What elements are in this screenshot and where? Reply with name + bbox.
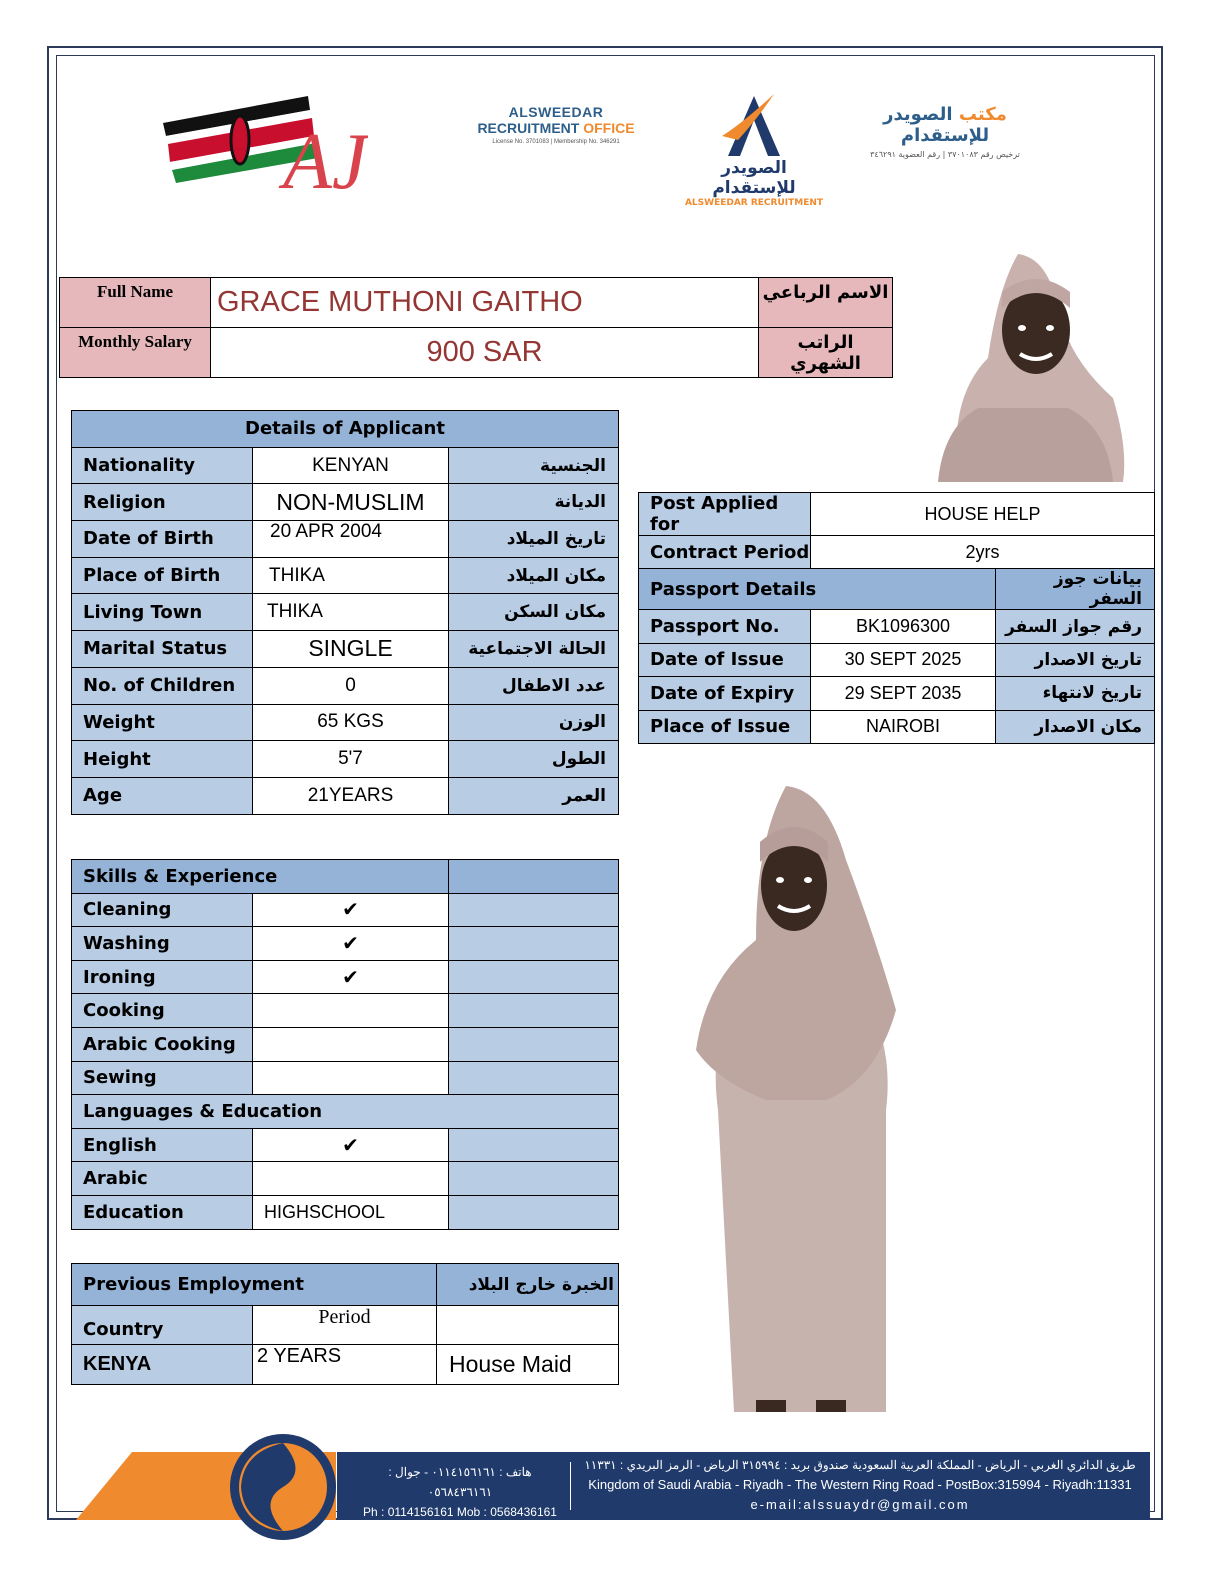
languages-title: Languages & Education: [72, 1095, 619, 1129]
employment-title: Previous Employment: [72, 1264, 437, 1306]
passport-title: Passport Details: [639, 569, 996, 610]
footer-address: [580, 1455, 1140, 1515]
skill-label: Arabic Cooking: [72, 1027, 253, 1061]
name-salary-table: [59, 277, 893, 378]
detail-label: No. of Children: [72, 667, 253, 704]
office-name-recruitment: RECRUITMENT: [477, 120, 580, 136]
detail-value: 21YEARS: [253, 777, 449, 814]
passport-label: Date of Issue: [639, 643, 811, 676]
detail-label: Height: [72, 741, 253, 778]
passport-label: Passport No.: [639, 610, 811, 643]
passport-row-expiry-date: [639, 677, 1155, 710]
office-name-line2: [466, 120, 646, 136]
detail-row-marital-status: [72, 631, 619, 668]
applicant-portrait-photo: [918, 248, 1128, 482]
passport-label: Place of Issue: [639, 710, 811, 743]
detail-label: Religion: [72, 484, 253, 521]
employment-period: 2 YEARS: [253, 1345, 437, 1385]
full-name-value: GRACE MUTHONI GAITHO: [211, 278, 759, 328]
office-arabic-license: ترخيص رقم ٣٧٠١٠٨٣ | رقم العضوية ٣٤٦٢٩١: [870, 150, 1020, 159]
lang-empty: [449, 1128, 619, 1162]
full-name-label: Full Name: [60, 278, 211, 328]
skill-empty: [449, 893, 619, 927]
passport-value: BK1096300: [811, 610, 996, 643]
office-license: License No. 3701083 | Membership No. 346291: [492, 139, 620, 145]
position-label-empty: [437, 1306, 619, 1345]
languages-header-row: [72, 1095, 619, 1129]
passport-label-ar: تاريخ لانتهاء: [996, 677, 1155, 710]
detail-label: Living Town: [72, 594, 253, 631]
skill-empty: [449, 1061, 619, 1095]
skill-empty: [449, 927, 619, 961]
full-name-row: [60, 278, 893, 328]
detail-label: Marital Status: [72, 631, 253, 668]
detail-label-ar: مكان الميلاد: [449, 557, 619, 594]
lang-check: ✔: [253, 1128, 449, 1162]
detail-label: Nationality: [72, 447, 253, 484]
footer-email: e-mail:alssuaydr@gmail.com: [750, 1497, 970, 1512]
kenya-flag-logo: [158, 88, 368, 206]
lang-label: Arabic: [72, 1162, 253, 1196]
detail-label-ar: الحالة الاجتماعية: [449, 631, 619, 668]
post-label: Post Applied for: [639, 493, 811, 536]
detail-value: NON-MUSLIM: [253, 484, 449, 521]
svg-text:AJ: AJ: [283, 118, 368, 206]
lang-row-education: [72, 1195, 619, 1229]
footer-phone-en: Ph : 0114156161 Mob : 0568436161: [363, 1505, 557, 1519]
logo-english: ALSWEEDAR RECRUITMENT: [684, 198, 824, 208]
skill-check: ✔: [253, 960, 449, 994]
skill-label: Ironing: [72, 960, 253, 994]
footer-phone-ar: هاتف : ٠١١٤١٥٦١٦١ - جوال : ٠٥٦٨٤٣٦١٦١: [388, 1465, 532, 1499]
salary-row: [60, 328, 893, 378]
lang-check: [253, 1162, 449, 1196]
employment-table: [71, 1263, 619, 1385]
details-header-row: [72, 411, 619, 448]
details-title: Details of Applicant: [72, 411, 619, 448]
post-value: HOUSE HELP: [811, 493, 1155, 536]
letter-a-icon: [714, 92, 794, 158]
employment-subheader-row: [72, 1306, 619, 1345]
skill-label: Washing: [72, 927, 253, 961]
lang-empty: [449, 1162, 619, 1196]
detail-value: THIKA: [253, 594, 449, 631]
passport-header-row: [639, 569, 1155, 610]
office-name-office: OFFICE: [583, 120, 635, 136]
skill-empty: [449, 994, 619, 1028]
detail-row-living-town: [72, 594, 619, 631]
passport-value: NAIROBI: [811, 710, 996, 743]
post-row: [639, 493, 1155, 536]
detail-label: Date of Birth: [72, 521, 253, 558]
skills-title: Skills & Experience: [72, 860, 449, 894]
post-passport-table: [638, 492, 1155, 744]
full-name-label-ar: الاسم الرباعي: [759, 278, 893, 328]
detail-label-ar: مكان السكن: [449, 594, 619, 631]
contract-label: Contract Period: [639, 536, 811, 569]
detail-row-children: [72, 667, 619, 704]
passport-row-place-of-issue: [639, 710, 1155, 743]
detail-value: KENYAN: [253, 447, 449, 484]
salary-value: 900 SAR: [211, 328, 759, 378]
footer-circle-logo: [228, 1432, 338, 1542]
salary-label: Monthly Salary: [60, 328, 211, 378]
passport-label: Date of Expiry: [639, 677, 811, 710]
country-label: Country: [72, 1306, 253, 1345]
detail-row-weight: [72, 704, 619, 741]
detail-value: 20 APR 2004: [253, 521, 449, 558]
office-arabic-logo: [846, 104, 1044, 159]
skills-header-empty: [449, 860, 619, 894]
lang-row-arabic: [72, 1162, 619, 1196]
detail-value: 65 KGS: [253, 704, 449, 741]
lang-label: Education: [72, 1195, 253, 1229]
contract-value: 2yrs: [811, 536, 1155, 569]
contract-row: [639, 536, 1155, 569]
logo-arabic: الصويدر للإستقدام: [712, 158, 796, 198]
lang-label: English: [72, 1128, 253, 1162]
period-label: Period: [253, 1306, 437, 1345]
detail-label-ar: العمر: [449, 777, 619, 814]
detail-label: Weight: [72, 704, 253, 741]
skill-row-cleaning: [72, 893, 619, 927]
skill-check: [253, 1061, 449, 1095]
skill-row-washing: [72, 927, 619, 961]
passport-title-ar: بيانات جوز السفر: [996, 569, 1155, 610]
detail-row-place-of-birth: [72, 557, 619, 594]
detail-label-ar: الجنسية: [449, 447, 619, 484]
employment-position: House Maid: [437, 1345, 619, 1385]
education-value: HIGHSCHOOL: [253, 1195, 449, 1229]
skills-header-row: [72, 860, 619, 894]
detail-row-nationality: [72, 447, 619, 484]
passport-row-issue-date: [639, 643, 1155, 676]
detail-row-religion: [72, 484, 619, 521]
office-arabic-sweedar: الصويدر للإستقدام: [883, 104, 990, 146]
detail-row-height: [72, 741, 619, 778]
lang-row-english: [72, 1128, 619, 1162]
employment-row: [72, 1345, 619, 1385]
office-arabic-name: [846, 104, 1044, 146]
skill-label: Cleaning: [72, 893, 253, 927]
skill-row-sewing: [72, 1061, 619, 1095]
passport-row-number: [639, 610, 1155, 643]
passport-label-ar: رقم جواز السفر: [996, 610, 1155, 643]
skill-row-ironing: [72, 960, 619, 994]
skill-check: [253, 1027, 449, 1061]
detail-value: 5'7: [253, 741, 449, 778]
employment-title-ar: الخبرة خارج البلاد: [437, 1264, 619, 1306]
footer-address-ar: طريق الدائري الغربي - الرياض - المملكة العربية السعودية صندوق بريد : ٣١٥٩٩٤ الرياض - الرمز البريدي : ١١٣٣١: [584, 1458, 1136, 1472]
skill-check: ✔: [253, 893, 449, 927]
details-table: [71, 410, 619, 815]
alsweedar-a-logo: [684, 92, 824, 208]
skill-row-cooking: [72, 994, 619, 1028]
footer-address-en: Kingdom of Saudi Arabia - Riyadh - The Western Ring Road - PostBox:315994 - Riyadh:11331: [588, 1477, 1132, 1492]
detail-label-ar: الديانة: [449, 484, 619, 521]
skill-label: Cooking: [72, 994, 253, 1028]
skill-empty: [449, 1027, 619, 1061]
skill-empty: [449, 960, 619, 994]
lang-empty: [449, 1195, 619, 1229]
detail-label: Place of Birth: [72, 557, 253, 594]
passport-value: 29 SEPT 2035: [811, 677, 996, 710]
detail-value: THIKA: [253, 557, 449, 594]
detail-label: Age: [72, 777, 253, 814]
office-name-line1: ALSWEEDAR: [508, 104, 604, 120]
footer-separator: [570, 1462, 571, 1510]
passport-label-ar: تاريخ الاصدار: [996, 643, 1155, 676]
detail-value: 0: [253, 667, 449, 704]
skill-row-arabic-cooking: [72, 1027, 619, 1061]
employment-country: KENYA: [72, 1345, 253, 1385]
applicant-full-body-photo: [676, 780, 916, 1412]
office-logo: [466, 104, 646, 164]
passport-label-ar: مكان الاصدار: [996, 710, 1155, 743]
detail-row-age: [72, 777, 619, 814]
detail-label-ar: عدد الاطفال: [449, 667, 619, 704]
passport-value: 30 SEPT 2025: [811, 643, 996, 676]
office-arabic-maktab: مكتب: [952, 104, 1007, 125]
detail-value: SINGLE: [253, 631, 449, 668]
employment-header-row: [72, 1264, 619, 1306]
skill-check: ✔: [253, 927, 449, 961]
skill-label: Sewing: [72, 1061, 253, 1095]
detail-label-ar: الطول: [449, 741, 619, 778]
detail-label-ar: الوزن: [449, 704, 619, 741]
detail-label-ar: تاريخ الميلاد: [449, 521, 619, 558]
skills-table: [71, 859, 619, 1230]
detail-row-dob: [72, 521, 619, 558]
salary-label-ar: الراتب الشهري: [759, 328, 893, 378]
footer-phone: [360, 1462, 560, 1522]
skill-check: [253, 994, 449, 1028]
